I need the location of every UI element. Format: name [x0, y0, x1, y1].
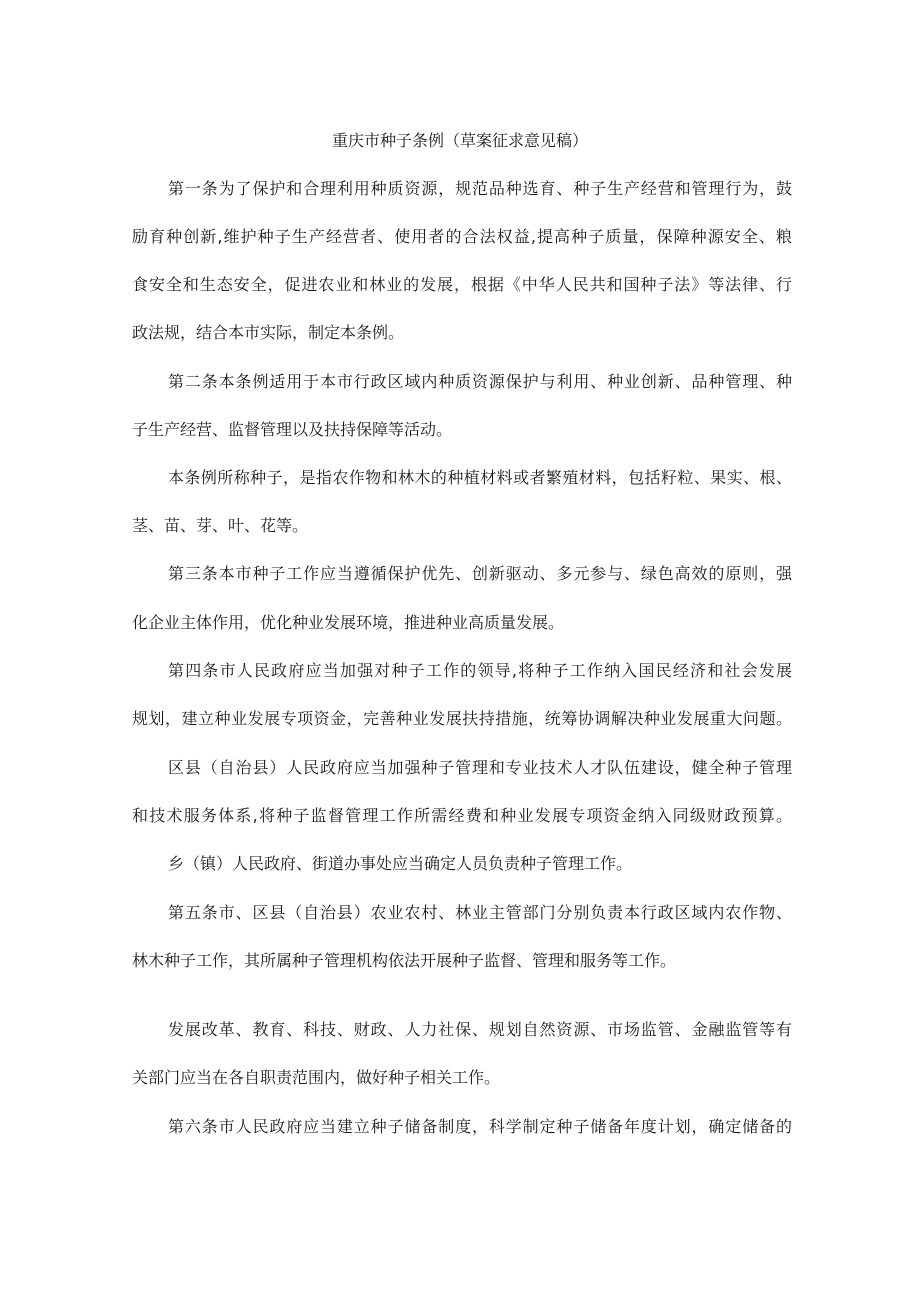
text-line: 区县（自治县）人民政府应当加强种子管理和专业技术人才队伍建设，健全种子管理 [168, 758, 792, 777]
text-line: 乡（镇）人民政府、街道办事处应当确定人员负责种子管理工作。 [168, 854, 633, 873]
text-line: 化企业主体作用，优化种业发展环境，推进种业高质量发展。 [132, 613, 565, 632]
text-line: 关部门应当在各自职责范围内，做好种子相关工作。 [132, 1068, 501, 1087]
text-line: 林木种子工作，其所属种子管理机构依法开展种子监督、管理和服务等工作。 [132, 951, 677, 970]
text-line: 发展改革、教育、科技、财政、人力社保、规划自然资源、市场监管、金融监管等有 [168, 1020, 792, 1039]
text-line: 励育种创新,维护种子生产经营者、使用者的合法权益,提高种子质量，保障种源安全、粮 [132, 227, 792, 246]
text-line: 食安全和生态安全，促进农业和林业的发展，根据《中华人民共和国种子法》等法律、行 [132, 275, 792, 294]
text-line: 规划，建立种业发展专项资金，完善种业发展扶持措施，统筹协调解决种业发展重大问题。 [132, 709, 792, 728]
text-line: 第四条市人民政府应当加强对种子工作的领导,将种子工作纳入国民经济和社会发展 [168, 661, 792, 680]
text-line: 和技术服务体系,将种子监督管理工作所需经费和种业发展专项资金纳入同级财政预算。 [132, 806, 792, 825]
document-title: 重庆市种子条例（草案征求意见稿） [331, 131, 588, 150]
text-line: 子生产经营、监督管理以及扶持保障等活动。 [132, 420, 453, 439]
text-line: 第二条本条例适用于本市行政区域内种质资源保护与利用、种业创新、品种管理、种 [168, 372, 792, 391]
text-line: 第六条市人民政府应当建立种子储备制度，科学制定种子储备年度计划，确定储备的 [168, 1117, 792, 1136]
text-line: 第一条为了保护和合理利用种质资源，规范品种选育、种子生产经营和管理行为，鼓 [168, 179, 792, 198]
text-line: 第三条本市种子工作应当遵循保护优先、创新驱动、多元参与、绿色高效的原则，强 [168, 564, 792, 583]
text-line: 茎、苗、芽、叶、花等。 [132, 516, 309, 535]
text-line: 本条例所称种子，是指农作物和林木的种植材料或者繁殖材料，包括籽粒、果实、根、 [168, 468, 792, 487]
text-line: 第五条市、区县（自治县）农业农村、林业主管部门分别负责本行政区域内农作物、 [168, 903, 792, 922]
text-line: 政法规，结合本市实际，制定本条例。 [132, 323, 405, 342]
